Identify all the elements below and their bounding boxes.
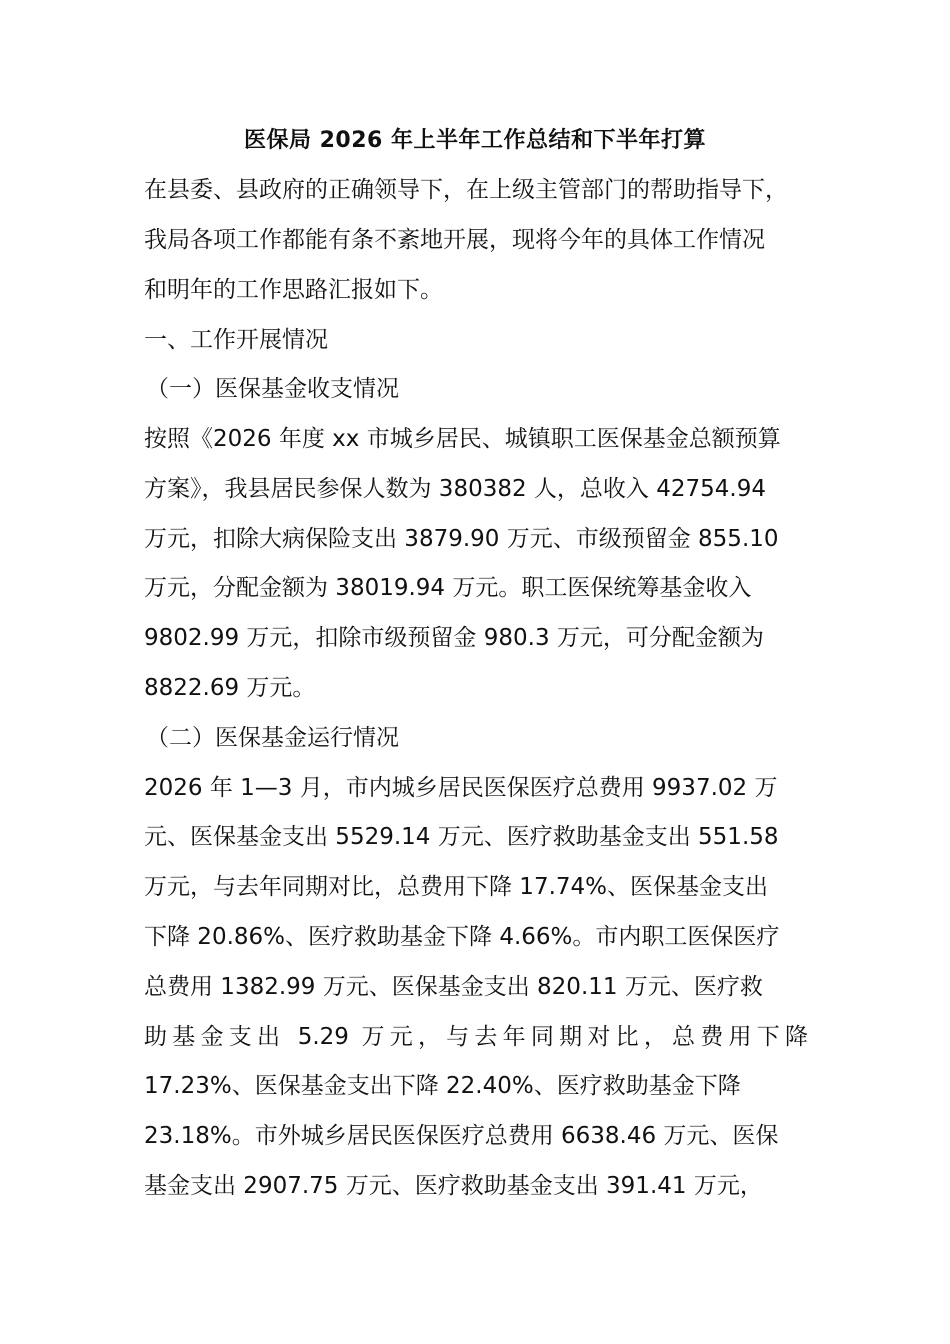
paragraph-line: 万元，分配金额为 38019.94 万元。职工医保统筹基金收入 bbox=[144, 575, 752, 601]
subsection-heading: （一）医保基金收支情况 bbox=[146, 376, 399, 402]
paragraph-line: 23.18%。市外城乡居民医保医疗总费用 6638.46 万元、医保 bbox=[144, 1123, 779, 1149]
paragraph-line: 2026 年 1—3 月，市内城乡居民医保医疗总费用 9937.02 万 bbox=[144, 775, 778, 801]
paragraph-line: 基金支出 2907.75 万元、医疗救助基金支出 391.41 万元， bbox=[144, 1173, 763, 1199]
paragraph-line: 助基金支出 5.29 万元，与去年同期对比，总费用下降 bbox=[144, 1024, 808, 1050]
section-heading: 一、工作开展情况 bbox=[144, 327, 328, 353]
paragraph-line: 万元，与去年同期对比，总费用下降 17.74%、医保基金支出 bbox=[144, 874, 769, 900]
paragraph-line: 下降 20.86%、医疗救助基金下降 4.66%。市内职工医保医疗 bbox=[144, 924, 780, 950]
document-title: 医保局 2026 年上半年工作总结和下半年打算 bbox=[243, 128, 707, 153]
paragraph-line: 万元，扣除大病保险支出 3879.90 万元、市级预留金 855.10 bbox=[144, 526, 779, 552]
subsection-heading: （二）医保基金运行情况 bbox=[146, 725, 399, 751]
paragraph-line: 按照《2026 年度 xx 市城乡居民、城镇职工医保基金总额预算 bbox=[144, 426, 781, 452]
paragraph-line: 在县委、县政府的正确领导下，在上级主管部门的帮助指导下， bbox=[144, 177, 788, 203]
paragraph-line: 我局各项工作都能有条不紊地开展，现将今年的具体工作情况 bbox=[144, 227, 765, 253]
paragraph-line: 方案》，我县居民参保人数为 380382 人，总收入 42754.94 bbox=[144, 476, 766, 502]
paragraph-line: 总费用 1382.99 万元、医保基金支出 820.11 万元、医疗救 bbox=[144, 974, 763, 1000]
paragraph-line: 8822.69 万元。 bbox=[144, 675, 316, 701]
paragraph-line: 9802.99 万元，扣除市级预留金 980.3 万元，可分配金额为 bbox=[144, 625, 764, 651]
paragraph-line: 17.23%、医保基金支出下降 22.40%、医疗救助基金下降 bbox=[144, 1073, 741, 1099]
paragraph-line: 元、医保基金支出 5529.14 万元、医疗救助基金支出 551.58 bbox=[144, 824, 779, 850]
paragraph-line: 和明年的工作思路汇报如下。 bbox=[144, 277, 443, 303]
